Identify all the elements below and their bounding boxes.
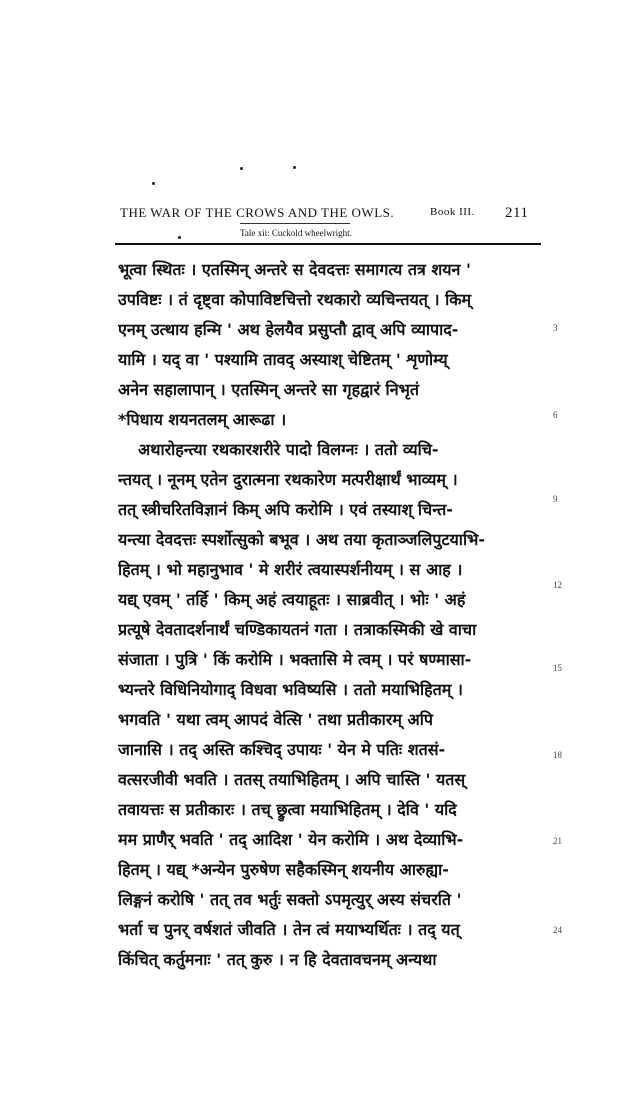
text-line: लिङ्गनं करोषि ' तत् तव भर्तुः सक्तो ऽपमृत्युर् अस्य संचरति ' — [118, 890, 462, 909]
text-line: प्रत्यूषे देवतादर्शनार्थं चण्डिकायतनं गता । तत्राकस्मिकी खे वाचा — [118, 620, 477, 639]
text-line: न्तयत् । नूनम् एतेन दुरात्मना रथकारेण मत्परीक्षार्थं भाव्यम् । — [118, 470, 458, 489]
text-line: उपविष्टः । तं दृष्ट्वा कोपाविष्टचित्तो रथकारो व्यचिन्तयत् । किम् — [118, 290, 472, 309]
text-line: वत्सरजीवी भवति । ततस् तयाभिहितम् । अपि चास्ति ' यतस् — [118, 770, 466, 789]
text-line: संजाता । पुत्रि ' किं करोमि । भक्तासि मे त्वम् । परं षण्मासा- — [118, 650, 472, 669]
running-head — [120, 205, 560, 225]
line-number: 3 — [553, 323, 558, 333]
line-number: 6 — [553, 410, 558, 420]
book-label: Book III. — [430, 206, 475, 218]
print-speck — [240, 167, 243, 170]
text-line: एनम् उत्थाय हन्मि ' अथ हेलयैव प्रसुप्तौ द्वाव् अपि व्यापाद- — [118, 320, 459, 339]
sanskrit-text-block — [118, 255, 548, 969]
text-line: भर्ता च पुनर् वर्षशतं जीवति । तेन त्वं मयाभ्यर्थितः । तद् यत् — [118, 920, 460, 939]
text-line: *पिधाय शयनतलम् आरूढा । — [118, 410, 287, 429]
page-number: 211 — [505, 205, 529, 221]
text-line: अनेन सहालापान् । एतस्मिन् अन्तरे सा गृहद्वारं निभृतं — [118, 380, 419, 399]
line-number: 15 — [553, 663, 562, 673]
text-line: भ्यन्तरे विधिनियोगाद् विधवा भविष्यसि । ततो मयाभिहितम् । — [118, 680, 463, 699]
tale-subtitle: Tale xii: Cuckold wheelwright. — [240, 228, 352, 238]
running-head-title: THE WAR OF THE CROWS AND THE OWLS. — [120, 205, 395, 220]
print-speck — [152, 182, 155, 185]
line-number: 21 — [553, 836, 562, 846]
header-divider — [115, 243, 541, 245]
text-line: अथारोहन्त्या रथकारशरीरे पादो विलग्नः । ततो व्यचि- — [138, 440, 439, 459]
line-number: 12 — [553, 580, 562, 590]
print-speck — [178, 236, 181, 239]
text-line: भूत्वा स्थितः । एतस्मिन् अन्तरे स देवदत्तः समागत्य तत्र शयन ' — [118, 260, 471, 279]
line-number: 18 — [553, 750, 562, 760]
text-line: भगवति ' यथा त्वम् आपदं वेत्सि ' तथा प्रतीकारम् अपि — [118, 710, 433, 729]
text-line: तत् स्त्रीचरितविज्ञानं किम् अपि करोमि । एवं तस्याश् चिन्त- — [118, 500, 453, 519]
print-speck — [293, 166, 296, 169]
text-line: हितम् । भो महानुभाव ' मे शरीरं त्वयास्पर्शनीयम् । स आह । — [118, 560, 463, 579]
text-line: तवायत्तः स प्रतीकारः । तच् छ्रुत्वा मयाभिहितम् । देवि ' यदि — [118, 800, 457, 819]
text-line: मम प्राणैर् भवति ' तद् आदिश ' येन करोमि । अथ देव्याभि- — [118, 830, 464, 849]
header-rule — [240, 223, 350, 224]
line-number: 24 — [553, 925, 562, 935]
text-line: किंचित् कर्तुमनाः ' तत् कुरु । न हि देवतावचनम् अन्यथा — [118, 950, 437, 969]
line-number: 9 — [553, 494, 558, 504]
text-line: जानासि । तद् अस्ति कश्चिद् उपायः ' येन मे पतिः शतसं- — [118, 740, 446, 759]
text-line: यामि । यद् वा ' पश्यामि तावद् अस्याश् चेष्टितम् ' शृणोम्य् — [118, 350, 448, 369]
text-line: यन्त्या देवदत्तः स्पर्शोत्सुको बभूव । अथ तया कृताञ्जलिपुटयाभि- — [118, 530, 485, 549]
text-line: यद्य् एवम् ' तर्हि ' किम् अहं त्वयाहूतः । साब्रवीत् । भोः ' अहं — [118, 590, 466, 609]
text-line: हितम् । यद्य् *अन्येन पुरुषेण सहैकस्मिन् शयनीय आरुह्या- — [118, 860, 449, 879]
